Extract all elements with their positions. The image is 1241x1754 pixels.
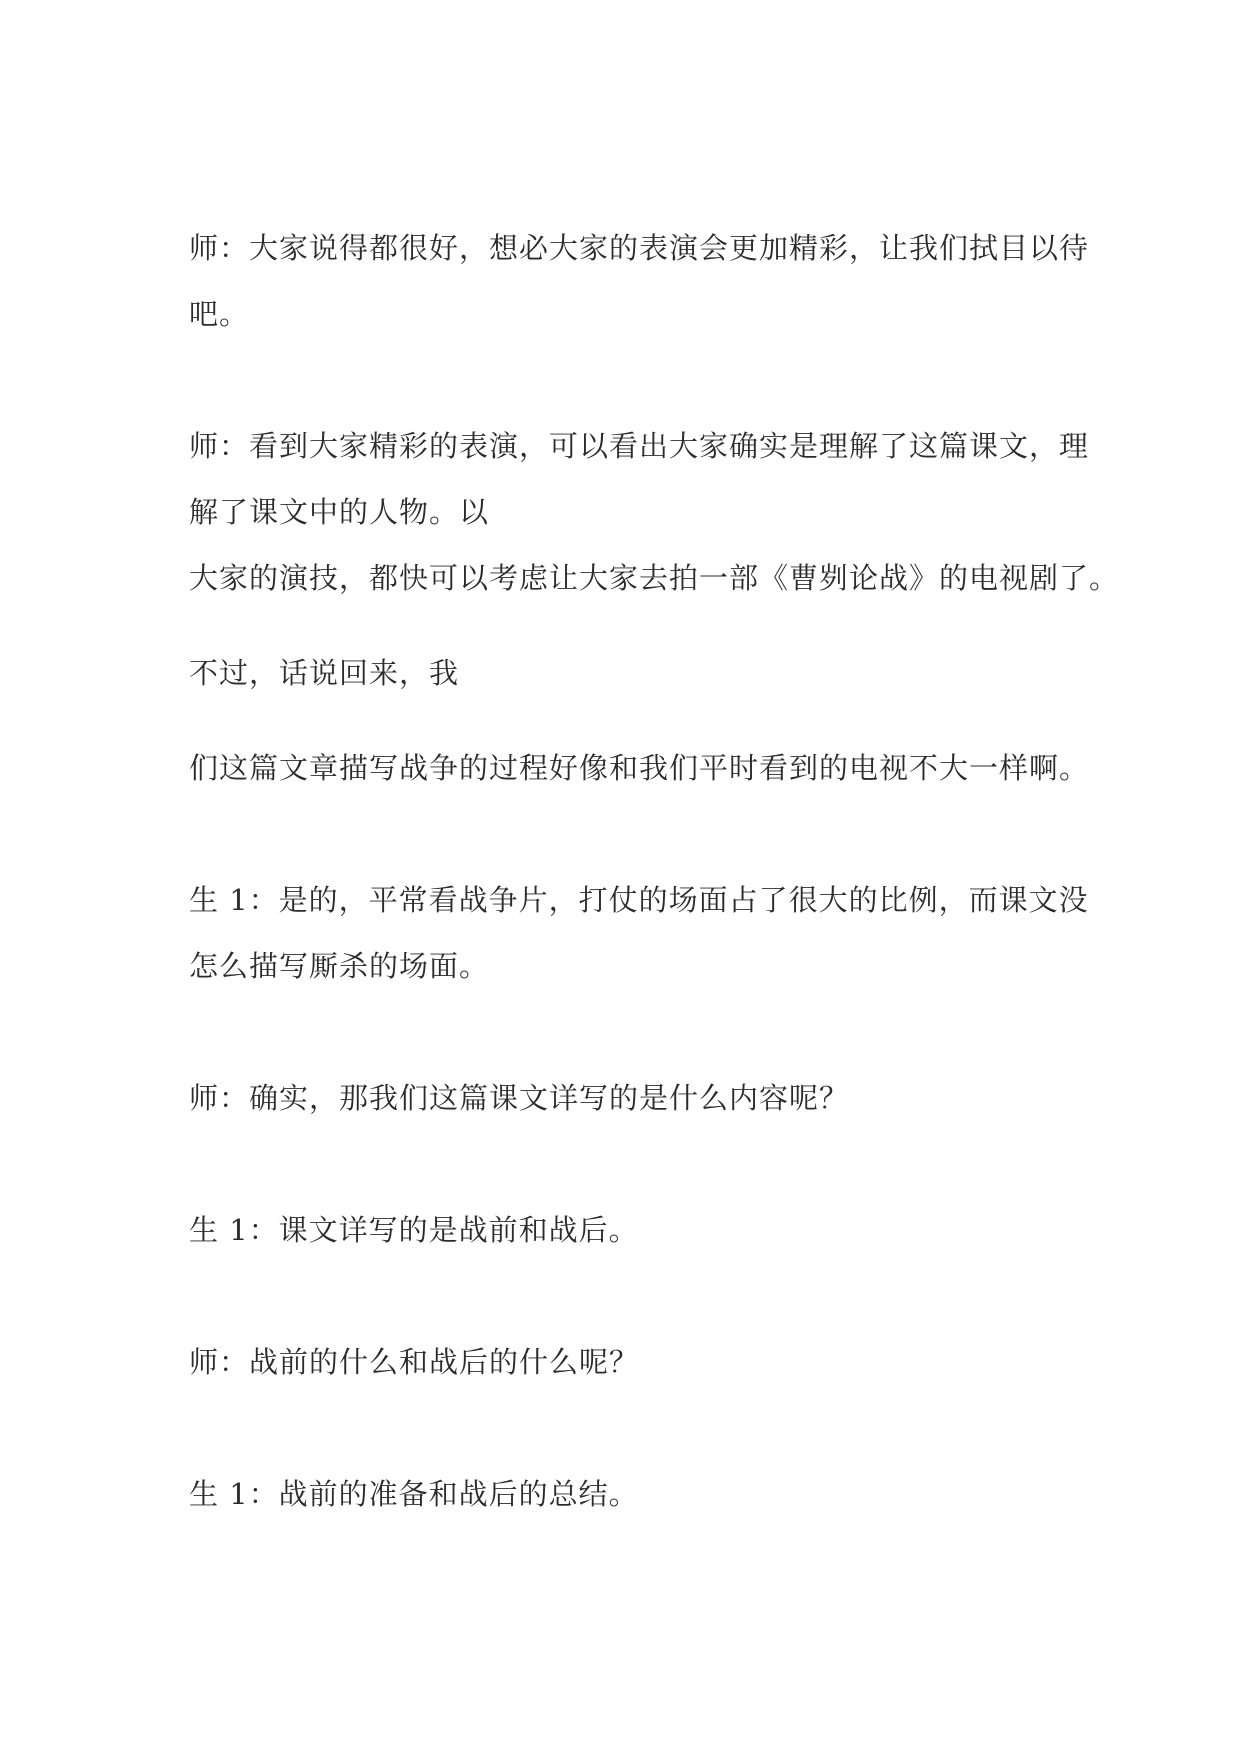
text-line: 师：大家说得都很好，想必大家的表演会更加精彩，让我们拭目以待 — [189, 231, 1090, 265]
text-line: 解了课文中的人物。以 — [189, 495, 490, 529]
text-line: 师：看到大家精彩的表演，可以看出大家确实是理解了这篇课文，理 — [189, 429, 1090, 463]
text-line: 大家的演技，都快可以考虑让大家去拍一部《曹刿论战》的电视剧了。 — [189, 561, 1120, 595]
text-line: 生 1：是的，平常看战争片，打仗的场面占了很大的比例，而课文没 — [189, 883, 1089, 917]
text-line: 们这篇文章描写战争的过程好像和我们平时看到的电视不大一样啊。 — [189, 751, 1090, 785]
text-line: 不过，话说回来，我 — [189, 656, 460, 690]
text-line: 怎么描写厮杀的场面。 — [189, 949, 490, 983]
text-line: 生 1：战前的准备和战后的总结。 — [189, 1477, 639, 1511]
text-line: 吧。 — [189, 297, 250, 331]
text-line: 生 1：课文详写的是战前和战后。 — [189, 1213, 639, 1247]
text-line: 师：战前的什么和战后的什么呢？ — [189, 1345, 640, 1379]
text-line: 师：确实，那我们这篇课文详写的是什么内容呢？ — [189, 1081, 850, 1115]
